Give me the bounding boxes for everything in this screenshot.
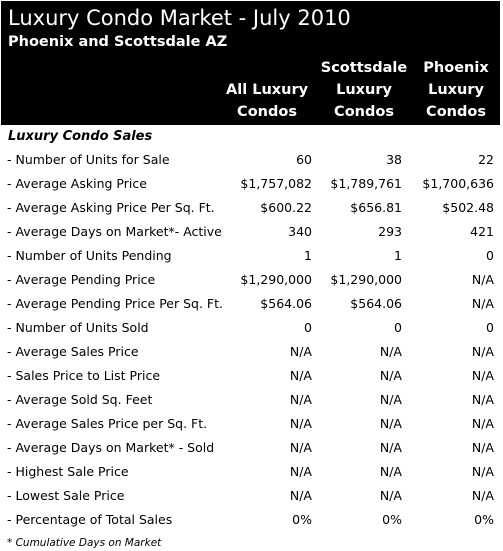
table-row [0,292,503,316]
row-label: - Highest Sale Price [7,464,129,479]
cell-phoenix: 0% [474,512,494,527]
row-label: - Average Pending Price [7,272,156,287]
cell-phoenix: 421 [470,224,494,239]
footnote: * Cumulative Days on Market [7,537,162,549]
table-row [0,172,503,196]
row-label: - Average Asking Price Per Sq. Ft. [7,200,215,215]
cell-all-luxury: 0% [292,512,312,527]
table-row [0,364,503,388]
column-header-phoenix [414,57,498,123]
cell-all-luxury: N/A [289,464,312,479]
column-header-all-luxury [226,79,308,123]
row-label: - Average Sales Price per Sq. Ft. [7,416,208,431]
cell-scottsdale: $564.06 [350,296,402,311]
cell-phoenix: N/A [471,440,494,455]
column-header-scottsdale [319,57,409,123]
table-row [0,148,503,172]
row-label: - Average Asking Price [7,176,147,191]
cell-all-luxury: $1,290,000 [240,272,312,287]
table-row [0,220,503,244]
row-label: - Average Sold Sq. Feet [7,392,153,407]
table-row [0,340,503,364]
row-label: - Number of Units for Sale [7,152,170,167]
cell-phoenix: N/A [471,416,494,431]
cell-scottsdale: N/A [379,440,402,455]
row-label: - Lowest Sale Price [7,488,125,503]
cell-scottsdale: 0 [394,320,402,335]
cell-phoenix: 22 [478,152,494,167]
cell-scottsdale: 0% [382,512,402,527]
cell-scottsdale: 1 [394,248,402,263]
cell-all-luxury: $564.06 [260,296,312,311]
cell-all-luxury: N/A [289,344,312,359]
report-title: Luxury Condo Market - July 2010 [8,6,351,30]
table-row [0,484,503,508]
cell-scottsdale: N/A [379,368,402,383]
table-row [0,196,503,220]
cell-scottsdale: 293 [378,224,402,239]
table-row [0,460,503,484]
cell-phoenix: N/A [471,368,494,383]
column-header-line: Luxury [336,82,392,98]
section-title: Luxury Condo Sales [8,129,153,144]
column-header-line: Condos [426,104,486,120]
cell-phoenix: $1,700,636 [422,176,494,191]
row-label: - Number of Units Sold [7,320,149,335]
cell-all-luxury: N/A [289,488,312,503]
cell-phoenix: N/A [471,344,494,359]
cell-scottsdale: N/A [379,392,402,407]
row-label: - Sales Price to List Price [7,368,161,383]
row-label: - Average Sales Price [7,344,139,359]
table-row [0,268,503,292]
column-header-line: Condos [237,104,297,120]
table-row [0,244,503,268]
cell-all-luxury: N/A [289,440,312,455]
cell-phoenix: N/A [471,488,494,503]
table-row [0,436,503,460]
row-label: - Average Pending Price Per Sq. Ft. [7,296,223,311]
table-row [0,316,503,340]
row-label: - Number of Units Pending [7,248,172,263]
cell-all-luxury: 60 [296,152,312,167]
cell-scottsdale: N/A [379,488,402,503]
cell-all-luxury: $600.22 [260,200,312,215]
cell-phoenix: 0 [486,248,494,263]
cell-all-luxury: 1 [304,248,312,263]
cell-phoenix: N/A [471,296,494,311]
cell-scottsdale: N/A [379,464,402,479]
cell-all-luxury: 0 [304,320,312,335]
cell-all-luxury: 340 [288,224,312,239]
cell-scottsdale: $1,290,000 [330,272,402,287]
column-header-line: Phoenix [423,60,489,76]
cell-all-luxury: N/A [289,368,312,383]
cell-phoenix: 0 [486,320,494,335]
table-row [0,508,503,532]
cell-scottsdale: N/A [379,344,402,359]
table-row [0,412,503,436]
cell-scottsdale: $1,789,761 [330,176,402,191]
cell-scottsdale: $656.81 [350,200,402,215]
cell-phoenix: N/A [471,272,494,287]
report-subtitle: Phoenix and Scottsdale AZ [8,34,228,50]
cell-phoenix: $502.48 [442,200,494,215]
cell-scottsdale: 38 [386,152,402,167]
column-header-line: All Luxury [226,82,309,98]
cell-all-luxury: $1,757,082 [240,176,312,191]
column-header-line: Scottsdale [320,60,408,76]
column-header-line: Condos [334,104,394,120]
row-label: - Percentage of Total Sales [7,512,173,527]
cell-phoenix: N/A [471,464,494,479]
table-row [0,388,503,412]
cell-scottsdale: N/A [379,416,402,431]
cell-all-luxury: N/A [289,392,312,407]
cell-phoenix: N/A [471,392,494,407]
column-header-line: Luxury [428,82,484,98]
row-label: - Average Days on Market* - Sold [7,440,215,455]
table-header [1,1,500,125]
cell-all-luxury: N/A [289,416,312,431]
row-label: - Average Days on Market*- Active [7,224,222,239]
